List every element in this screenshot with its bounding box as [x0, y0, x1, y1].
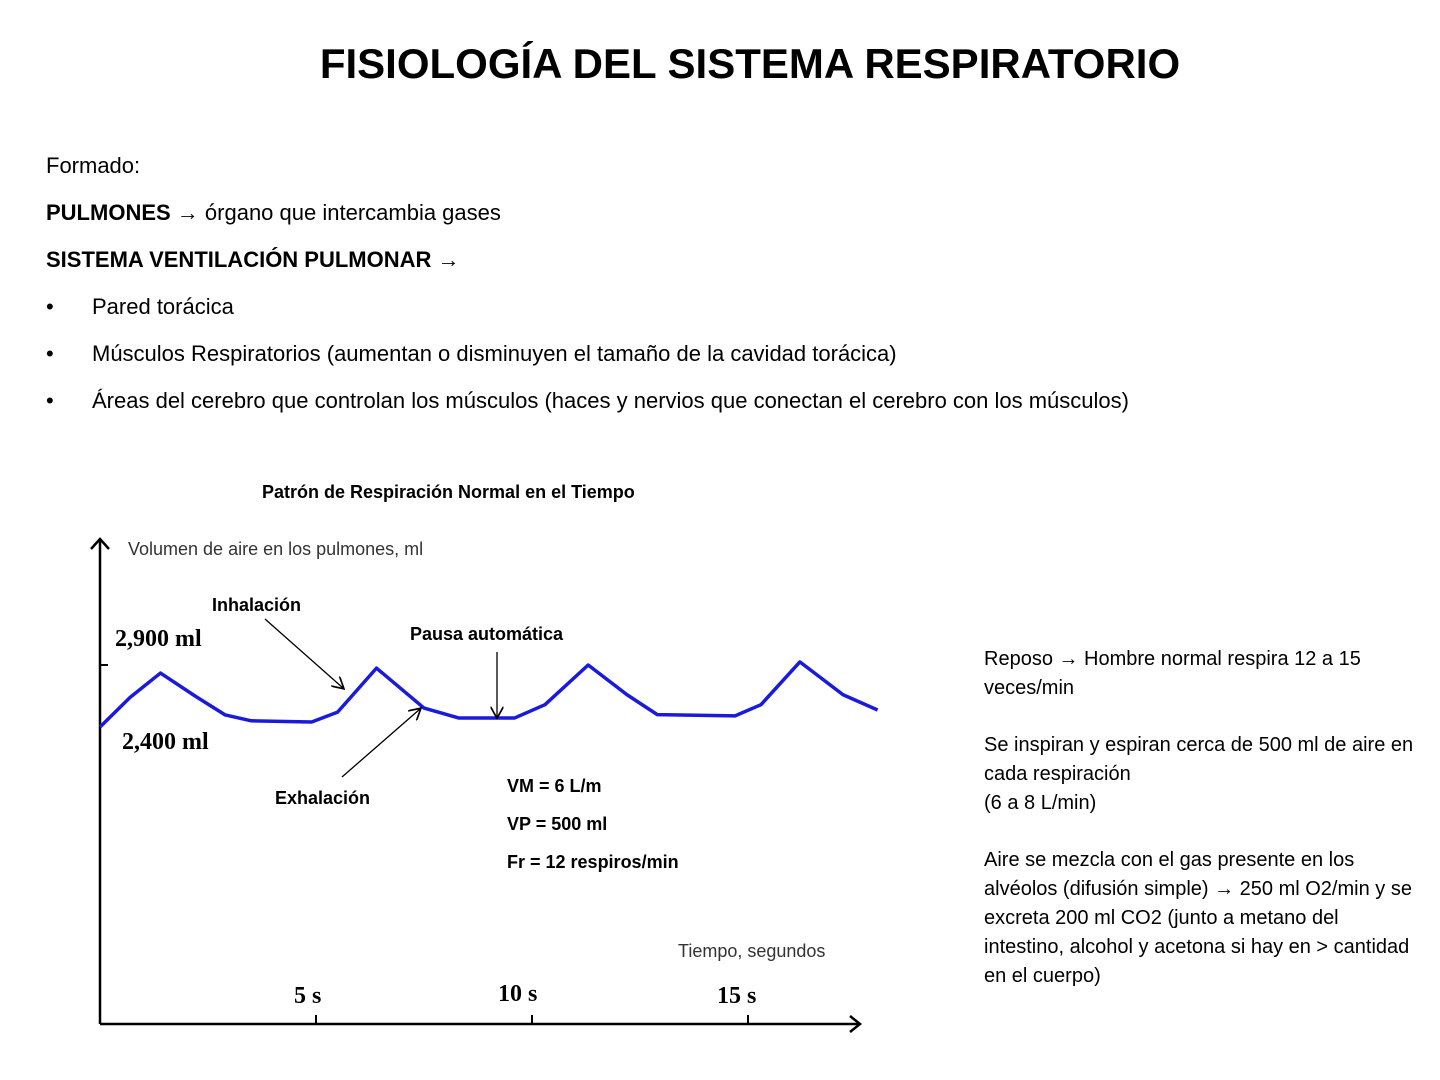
annotation-vp: VP = 500 ml — [507, 814, 608, 834]
side-note-difusion: Aire se mezcla con el gas presente en los alvéolos (difusión simple) → 250 ml O2/min y se excreta 200 ml CO2 (junto a metano del intestino, alcohol y acetona si hay en > cantidad en el cuerpo) — [984, 849, 1412, 987]
bullet-text: Áreas del cerebro que controlan los músculos (haces y nervios que conectan el cerebro con los músculos) — [92, 388, 1129, 413]
annotation-vm: VM = 6 L/m — [507, 776, 602, 796]
bullet-dot: • — [46, 341, 54, 366]
y-axis-label: Volumen de aire en los pulmones, ml — [128, 539, 424, 559]
exhalacion-arrow — [342, 709, 420, 777]
annotation-exhalacion: Exhalación — [275, 788, 371, 808]
y-label-low: 2,400 ml — [122, 729, 209, 755]
bullet-text: Pared torácica — [92, 294, 234, 319]
formado-label: Formado: — [46, 153, 141, 178]
side-note-rango: (6 a 8 L/min) — [984, 792, 1097, 814]
inhalacion-arrow — [265, 619, 343, 688]
x-axis-label: Tiempo, segundos — [678, 941, 826, 961]
series-line-volumen — [100, 662, 878, 727]
annotation-pausa: Pausa automática — [410, 624, 564, 644]
pulmones-desc: → órgano que intercambia gases — [170, 200, 501, 225]
pulmones-label: PULMONES — [46, 200, 171, 225]
x-tick-label: 15 s — [717, 983, 757, 1009]
y-label-high: 2,900 ml — [115, 626, 202, 652]
side-note-volumen: Se inspiran y espiran cerca de 500 ml de aire en cada respiración — [984, 734, 1414, 785]
bullet-dot: • — [46, 388, 54, 413]
slide-title: FISIOLOGÍA DEL SISTEMA RESPIRATORIO — [319, 40, 1181, 87]
x-tick-label: 10 s — [498, 981, 538, 1007]
sistema-label: SISTEMA VENTILACIÓN PULMONAR → — [46, 247, 460, 272]
bullet-dot: • — [46, 294, 54, 319]
bullet-text: Músculos Respiratorios (aumentan o disminuyen el tamaño de la cavidad torácica) — [92, 341, 897, 366]
chart-title: Patrón de Respiración Normal en el Tiempo — [262, 482, 635, 502]
annotation-inhalacion: Inhalación — [212, 595, 302, 615]
annotation-fr: Fr = 12 respiros/min — [507, 852, 679, 872]
side-note-reposo: Reposo → Hombre normal respira 12 a 15 veces/min — [984, 648, 1361, 699]
x-tick-label: 5 s — [294, 983, 322, 1009]
